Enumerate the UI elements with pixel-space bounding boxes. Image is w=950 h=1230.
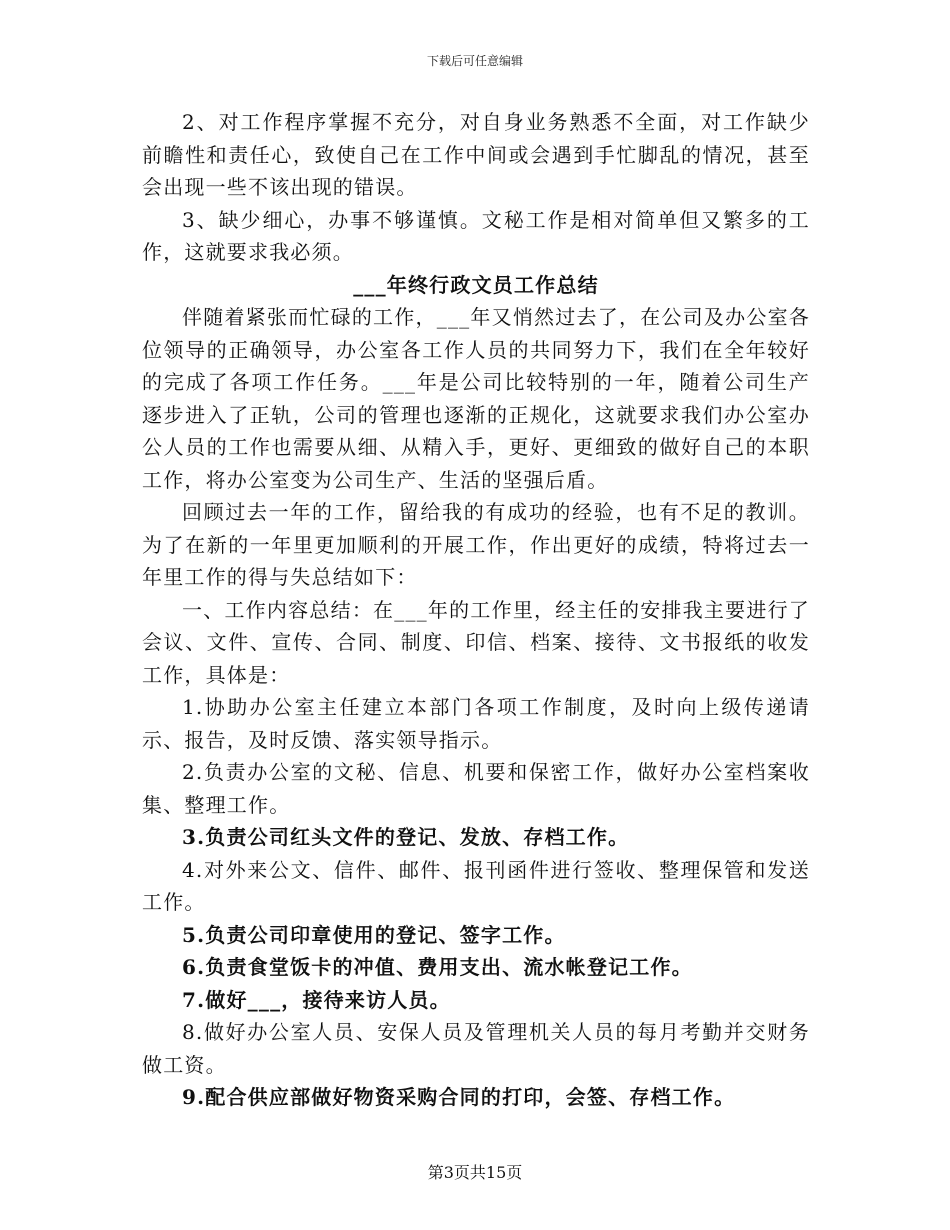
list-item-4: 4.对外来公文、信件、邮件、报刊函件进行签收、整理保管和发送工作。 [142,857,810,914]
page-number: 第3页共15页 [427,1163,523,1182]
list-item-3: 3.负责公司红头文件的登记、发放、存档工作。 [182,825,630,849]
paragraph-2: 2、对工作程序掌握不充分，对自身业务熟悉不全面，对工作缺少前瞻性和责任心，致使自己在工作中间或会遇到手忙脚乱的情况，甚至会出现一些不该出现的错误。 [142,110,810,199]
list-item-2: 2.负责办公室的文秘、信息、机要和保密工作，做好办公室档案收集、整理工作。 [142,760,810,817]
paragraph-3: 3、缺少细心，办事不够谨慎。文秘工作是相对简单但又繁多的工作，这就要求我必须。 [142,207,810,264]
work-summary-paragraph: 一、工作内容总结：在___年的工作里，经主任的安排我主要进行了会议、文件、宣传、合同、制度、印信、档案、接待、文书报纸的收发工作，具体是： [142,597,810,687]
list-item-7: 7.做好___，接待来访人员。 [182,987,451,1012]
list-item-9: 9.配合供应部做好物资采购合同的打印，会签、存档工作。 [182,1085,736,1109]
document-body [142,106,810,1114]
list-item-8: 8.做好办公室人员、安保人员及管理机关人员的每月考勤并交财务做工资。 [142,1020,810,1077]
list-item-1: 1.协助办公室主任建立本部门各项工作制度，及时向上级传递请示、报告，及时反馈、落实领导指示。 [142,695,810,752]
intro-paragraph: 伴随着紧张而忙碌的工作，___年又悄然过去了，在公司及办公室各位领导的正确领导，办公室各工作人员的共同努力下，我们在全年较好的完成了各项工作任务。___年是公司比较特别的一年，随着公司生产逐步进入了正轨，公司的管理也逐渐的正规化，这就要求我们办公室办公人员的工作也需要从细、从精入手，更好、更细致的做好自己的本职工作，将办公室变为公司生产、生活的坚强后盾。 [142,305,810,492]
list-item-5: 5.负责公司印章使用的登记、签字工作。 [182,922,566,947]
review-paragraph: 回顾过去一年的工作，留给我的有成功的经验，也有不足的教训。为了在新的一年里更加顺利的开展工作，作出更好的成绩，特将过去一年里工作的得与失总结如下： [142,500,810,589]
page-header: 下载后可任意编辑 [426,54,523,68]
list-item-6: 6.负责食堂饭卡的冲值、费用支出、流水帐登记工作。 [182,955,693,979]
section-title: ___年终行政文员工作总结 [353,272,599,297]
